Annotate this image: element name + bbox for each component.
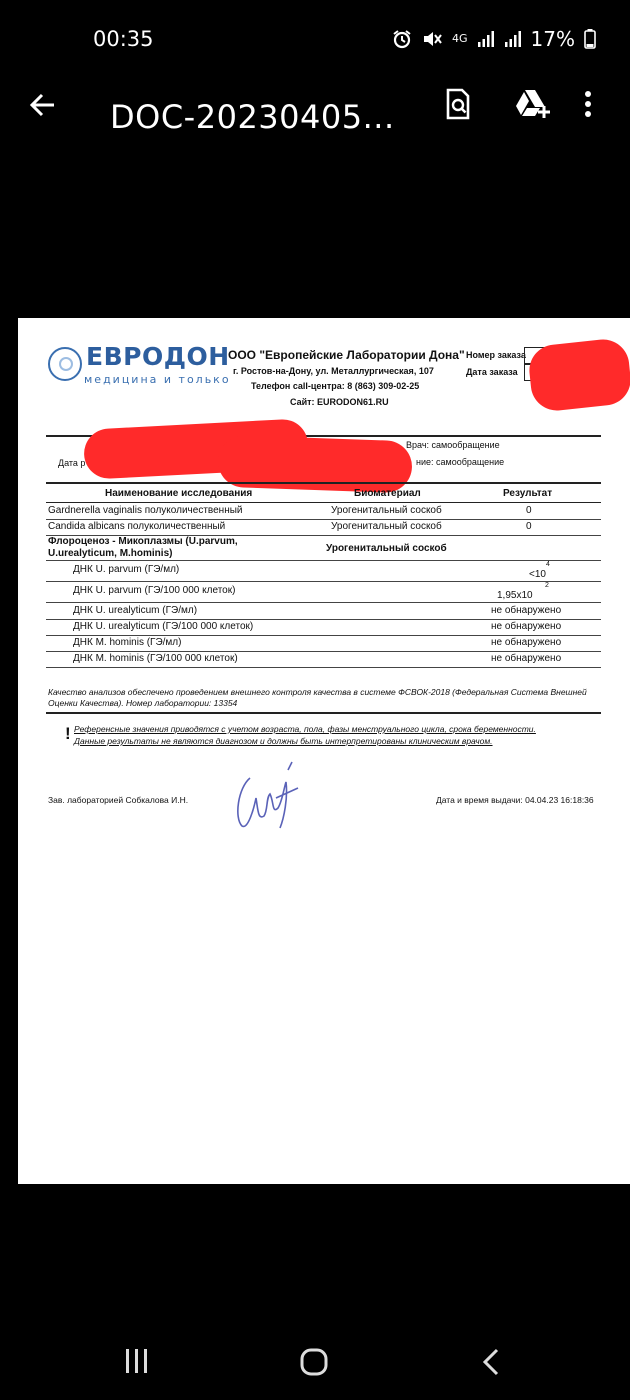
arrow-left-icon[interactable] (26, 88, 60, 122)
org-name: ООО "Европейские Лаборатории Дона" (228, 348, 465, 362)
org-address: г. Ростов-на-Дону, ул. Металлургическая, 107 (233, 366, 434, 376)
date-label: Дата р (58, 458, 86, 468)
row-result: <10 (529, 569, 546, 580)
recents-icon[interactable] (124, 1347, 150, 1375)
row-name: ДНК U. parvum (ГЭ/мл) (73, 564, 180, 575)
row-biomaterial: Урогенитальный соскоб (331, 521, 442, 532)
warning-line-1: Референсные значения приводятся с учетом возраста, пола, фазы менструального цикла, срока беременности. (74, 724, 536, 734)
document-page[interactable] (18, 318, 630, 1184)
row-name: ДНК M. hominis (ГЭ/100 000 клеток) (73, 653, 238, 664)
nav-back-icon[interactable] (480, 1347, 502, 1377)
lab-head: Зав. лабораторией Собкалова И.Н. (48, 795, 189, 805)
warning-icon: ! (65, 724, 71, 743)
table-row (46, 603, 601, 620)
table-row (46, 619, 601, 636)
referral-label: ние: самообращение (416, 457, 505, 467)
col-header-name: Наименование исследования (105, 488, 253, 499)
signal-2-icon (504, 30, 522, 48)
row-name: ДНК U. urealyticum (ГЭ/100 000 клеток) (73, 621, 254, 632)
status-icons (392, 27, 596, 51)
table-row (46, 651, 601, 668)
row-result-exponent: 2 (545, 582, 549, 589)
warning-line-2: Данные результаты не являются диагнозом и должны быть интерпретированы клиническим врачом. (74, 736, 493, 746)
redaction-mark (217, 435, 413, 494)
mute-icon (421, 29, 443, 49)
row-name: ДНК U. parvum (ГЭ/100 000 клеток) (73, 585, 236, 596)
table-row (46, 635, 601, 652)
logo-tagline: медицина и только (84, 373, 231, 386)
eurodon-logo-icon (48, 347, 82, 381)
issue-datetime: Дата и время выдачи: 04.04.23 16:18:36 (436, 795, 594, 805)
status-bar (0, 0, 630, 78)
document-search-icon[interactable] (440, 86, 476, 122)
row-result: 0 (526, 521, 532, 532)
row-result: 0 (526, 505, 532, 516)
group-biomaterial: Урогенитальный соскоб (326, 543, 447, 554)
row-result-exponent: 4 (546, 561, 550, 568)
row-name: Candida albicans полуколичественный (48, 521, 226, 532)
row-name: ДНК U. urealyticum (ГЭ/мл) (73, 605, 198, 616)
table-top-rule (46, 482, 601, 484)
document-title: DOC-20230405... (110, 98, 395, 136)
order-date-label: Дата заказа (466, 367, 518, 377)
logo-name: ЕВРОДОН (86, 342, 230, 371)
table-row (46, 503, 601, 520)
table-row (46, 561, 601, 582)
table-row (46, 519, 601, 536)
home-icon[interactable] (299, 1347, 329, 1377)
col-header-result: Результат (503, 488, 553, 499)
row-result: не обнаружено (491, 653, 562, 664)
signal-icon (477, 30, 495, 48)
app-bar (0, 78, 630, 148)
alarm-icon (392, 29, 412, 49)
group-row (46, 535, 601, 561)
more-vert-icon[interactable] (578, 86, 598, 122)
battery-icon (584, 29, 596, 49)
redaction-mark (527, 337, 630, 413)
group-title-line2: U.urealyticum, M.hominis) (48, 548, 173, 559)
drive-add-icon[interactable] (512, 86, 552, 122)
row-result: не обнаружено (491, 605, 562, 616)
row-result: 1,95x10 (497, 590, 533, 601)
row-result: не обнаружено (491, 621, 562, 632)
order-number-label: Номер заказа (466, 350, 526, 360)
table-row (46, 582, 601, 603)
group-title-line1: Флороценоз - Микоплазмы (U.parvum, (48, 536, 238, 547)
note-divider (46, 712, 601, 714)
org-phone: Телефон call-центра: 8 (863) 309-02-25 (251, 381, 420, 391)
row-name: Gardnerella vaginalis полуколичественный (48, 505, 243, 516)
handwritten-signature (228, 758, 308, 833)
col-header-biomaterial: Биоматериал (354, 488, 421, 499)
battery-percent: 17% (530, 27, 575, 51)
doctor-label: Врач: самообращение (406, 440, 500, 450)
row-name: ДНК M. hominis (ГЭ/мл) (73, 637, 182, 648)
status-time: 00:35 (93, 27, 154, 51)
row-biomaterial: Урогенитальный соскоб (331, 505, 442, 516)
system-nav-bar (0, 1325, 630, 1400)
network-4g-label: 4G (452, 32, 468, 45)
quality-note: Качество анализов обеспечено проведением внешнего контроля качества в системе ФСВОК-2018 (Федеральная Система Внешней Оценки Качества). Номер лаборатории: 13354 (48, 687, 587, 708)
org-site: Сайт: EURODON61.RU (290, 397, 389, 407)
row-result: не обнаружено (491, 637, 562, 648)
